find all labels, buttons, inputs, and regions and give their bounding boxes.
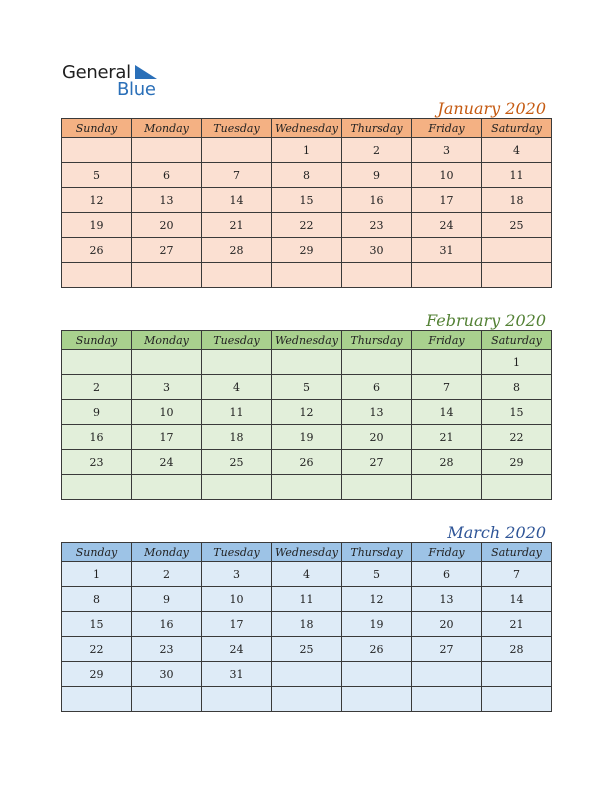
day-cell: 18 (202, 425, 272, 450)
weekday-header: Wednesday (272, 119, 342, 138)
day-cell: 25 (482, 213, 552, 238)
day-cell: 3 (132, 375, 202, 400)
weekday-header: Wednesday (272, 543, 342, 562)
day-cell: 21 (202, 213, 272, 238)
calendar-grid (61, 542, 552, 712)
weekday-header: Friday (412, 543, 482, 562)
day-cell: 7 (202, 163, 272, 188)
day-cell: 8 (62, 587, 132, 612)
day-cell (342, 662, 412, 687)
month-title: March 2020 (447, 523, 546, 542)
day-cell: 17 (132, 425, 202, 450)
week-row (62, 163, 552, 188)
day-cell (482, 238, 552, 263)
day-cell: 22 (482, 425, 552, 450)
week-row (62, 475, 552, 500)
day-cell: 19 (342, 612, 412, 637)
weekday-header: Saturday (482, 331, 552, 350)
day-cell: 29 (62, 662, 132, 687)
day-cell: 2 (132, 562, 202, 587)
day-cell (62, 350, 132, 375)
week-row (62, 238, 552, 263)
day-cell (62, 263, 132, 288)
day-cell: 23 (132, 637, 202, 662)
day-cell: 22 (272, 213, 342, 238)
weekday-header: Sunday (62, 331, 132, 350)
weekday-header-row (62, 119, 552, 138)
day-cell: 16 (342, 188, 412, 213)
day-cell (272, 350, 342, 375)
day-cell: 27 (412, 637, 482, 662)
day-cell: 1 (62, 562, 132, 587)
day-cell: 31 (412, 238, 482, 263)
day-cell: 24 (412, 213, 482, 238)
week-row (62, 138, 552, 163)
day-cell (272, 687, 342, 712)
day-cell (342, 263, 412, 288)
day-cell: 5 (272, 375, 342, 400)
weekday-header: Tuesday (202, 331, 272, 350)
day-cell: 12 (342, 587, 412, 612)
day-cell: 21 (482, 612, 552, 637)
day-cell: 1 (272, 138, 342, 163)
day-cell (412, 475, 482, 500)
day-cell: 8 (482, 375, 552, 400)
day-cell: 5 (62, 163, 132, 188)
weekday-header: Sunday (62, 543, 132, 562)
day-cell (132, 475, 202, 500)
day-cell: 20 (132, 213, 202, 238)
day-cell: 11 (202, 400, 272, 425)
weekday-header: Monday (132, 331, 202, 350)
day-cell (342, 475, 412, 500)
weekday-header: Monday (132, 543, 202, 562)
day-cell: 5 (342, 562, 412, 587)
day-cell (202, 138, 272, 163)
logo-word-blue: Blue (117, 79, 156, 100)
day-cell: 6 (132, 163, 202, 188)
week-row (62, 562, 552, 587)
day-cell (482, 475, 552, 500)
weekday-header: Thursday (342, 119, 412, 138)
day-cell (202, 687, 272, 712)
day-cell (132, 138, 202, 163)
weekday-header: Friday (412, 331, 482, 350)
day-cell: 9 (132, 587, 202, 612)
calendar-grid (61, 118, 552, 288)
day-cell: 2 (342, 138, 412, 163)
day-cell: 19 (272, 425, 342, 450)
day-cell: 4 (482, 138, 552, 163)
day-cell: 20 (412, 612, 482, 637)
day-cell: 6 (412, 562, 482, 587)
day-cell (132, 263, 202, 288)
day-cell: 28 (202, 238, 272, 263)
day-cell: 9 (62, 400, 132, 425)
day-cell (62, 138, 132, 163)
day-cell: 18 (272, 612, 342, 637)
day-cell: 15 (62, 612, 132, 637)
day-cell (202, 350, 272, 375)
day-cell: 24 (202, 637, 272, 662)
day-cell (482, 263, 552, 288)
day-cell (412, 687, 482, 712)
month-title: January 2020 (437, 99, 546, 118)
brand-logo (62, 62, 172, 102)
week-row (62, 425, 552, 450)
week-row (62, 400, 552, 425)
week-row (62, 612, 552, 637)
day-cell: 12 (62, 188, 132, 213)
week-row (62, 188, 552, 213)
day-cell (342, 350, 412, 375)
weekday-header: Friday (412, 119, 482, 138)
day-cell (412, 350, 482, 375)
weekday-header-row (62, 543, 552, 562)
weekday-header: Thursday (342, 543, 412, 562)
day-cell: 1 (482, 350, 552, 375)
day-cell: 7 (412, 375, 482, 400)
day-cell: 23 (62, 450, 132, 475)
day-cell: 26 (62, 238, 132, 263)
week-row (62, 350, 552, 375)
day-cell: 13 (132, 188, 202, 213)
day-cell: 17 (412, 188, 482, 213)
calendar-grid (61, 330, 552, 500)
day-cell: 21 (412, 425, 482, 450)
day-cell: 25 (272, 637, 342, 662)
day-cell: 3 (202, 562, 272, 587)
day-cell (132, 687, 202, 712)
day-cell (132, 350, 202, 375)
day-cell: 7 (482, 562, 552, 587)
week-row (62, 587, 552, 612)
day-cell: 10 (412, 163, 482, 188)
day-cell: 30 (342, 238, 412, 263)
day-cell: 23 (342, 213, 412, 238)
day-cell: 16 (132, 612, 202, 637)
day-cell: 10 (202, 587, 272, 612)
weekday-header: Saturday (482, 119, 552, 138)
day-cell: 15 (272, 188, 342, 213)
weekday-header: Tuesday (202, 543, 272, 562)
day-cell: 22 (62, 637, 132, 662)
day-cell: 4 (202, 375, 272, 400)
day-cell (62, 687, 132, 712)
day-cell: 29 (272, 238, 342, 263)
day-cell (412, 662, 482, 687)
day-cell (482, 687, 552, 712)
week-row (62, 662, 552, 687)
day-cell: 4 (272, 562, 342, 587)
day-cell: 11 (482, 163, 552, 188)
logo-word-general: General (62, 62, 131, 83)
week-row (62, 450, 552, 475)
day-cell: 13 (412, 587, 482, 612)
day-cell: 17 (202, 612, 272, 637)
weekday-header: Tuesday (202, 119, 272, 138)
day-cell (62, 475, 132, 500)
weekday-header: Thursday (342, 331, 412, 350)
day-cell: 6 (342, 375, 412, 400)
weekday-header-row (62, 331, 552, 350)
day-cell: 31 (202, 662, 272, 687)
day-cell: 11 (272, 587, 342, 612)
day-cell (482, 662, 552, 687)
day-cell: 2 (62, 375, 132, 400)
day-cell: 8 (272, 163, 342, 188)
day-cell: 19 (62, 213, 132, 238)
weekday-header: Wednesday (272, 331, 342, 350)
day-cell: 18 (482, 188, 552, 213)
day-cell (272, 263, 342, 288)
day-cell: 9 (342, 163, 412, 188)
day-cell (342, 687, 412, 712)
day-cell: 14 (202, 188, 272, 213)
day-cell: 12 (272, 400, 342, 425)
week-row (62, 687, 552, 712)
day-cell: 14 (412, 400, 482, 425)
day-cell: 26 (342, 637, 412, 662)
day-cell (202, 263, 272, 288)
day-cell: 30 (132, 662, 202, 687)
day-cell: 16 (62, 425, 132, 450)
day-cell: 28 (412, 450, 482, 475)
weekday-header: Saturday (482, 543, 552, 562)
day-cell: 29 (482, 450, 552, 475)
day-cell: 13 (342, 400, 412, 425)
day-cell: 10 (132, 400, 202, 425)
day-cell: 15 (482, 400, 552, 425)
day-cell: 27 (132, 238, 202, 263)
week-row (62, 263, 552, 288)
week-row (62, 213, 552, 238)
day-cell: 27 (342, 450, 412, 475)
day-cell: 3 (412, 138, 482, 163)
weekday-header: Sunday (62, 119, 132, 138)
day-cell: 14 (482, 587, 552, 612)
day-cell: 26 (272, 450, 342, 475)
day-cell (272, 662, 342, 687)
day-cell: 25 (202, 450, 272, 475)
day-cell (412, 263, 482, 288)
logo-triangle-icon (135, 65, 157, 79)
month-title: February 2020 (426, 311, 546, 330)
day-cell: 28 (482, 637, 552, 662)
day-cell: 20 (342, 425, 412, 450)
day-cell (272, 475, 342, 500)
weekday-header: Monday (132, 119, 202, 138)
week-row (62, 375, 552, 400)
week-row (62, 637, 552, 662)
day-cell (202, 475, 272, 500)
day-cell: 24 (132, 450, 202, 475)
